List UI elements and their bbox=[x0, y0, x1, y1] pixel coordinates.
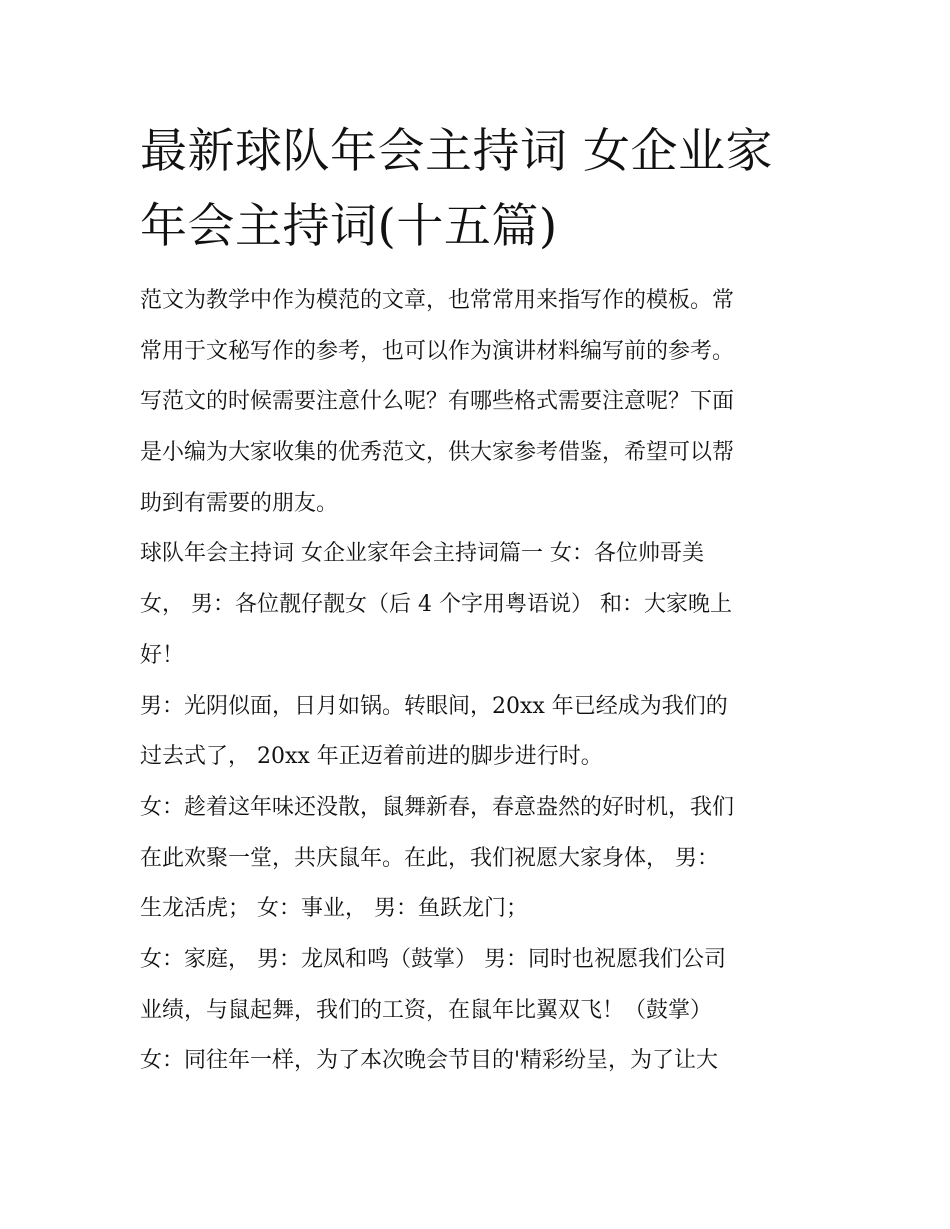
body-line: 在此欢聚一堂，共庆鼠年。在此，我们祝愿大家身体， 男： bbox=[140, 845, 719, 871]
body-line: 女， 男：各位靓仔靓女（后 4 个字用粤语说） 和：大家晚上 bbox=[140, 592, 732, 618]
body-line: 男：光阴似面，日月如锅。转眼间，20xx 年已经成为我们的 bbox=[140, 693, 728, 719]
body-line: 生龙活虎； 女：事业， 男：鱼跃龙门； bbox=[140, 896, 528, 922]
body-line: 写范文的时候需要注意什么呢？有哪些格式需要注意呢？下面 bbox=[140, 389, 735, 415]
body-line: 好！ bbox=[140, 642, 185, 668]
body-line: 女：家庭， 男：龙凤和鸣（鼓掌） 男：同时也祝愿我们公司 bbox=[140, 946, 726, 972]
title-line: 年会主持词(十五篇) bbox=[140, 199, 558, 254]
body-line: 助到有需要的朋友。 bbox=[140, 490, 339, 516]
body-line: 女：趁着这年味还没散，鼠舞新春，春意盎然的好时机，我们 bbox=[140, 794, 735, 820]
document-body bbox=[140, 276, 840, 1087]
body-line: 是小编为大家收集的优秀范文，供大家参考借鉴，希望可以帮 bbox=[140, 440, 735, 466]
body-line: 业绩，与鼠起舞，我们的工资，在鼠年比翼双飞！（鼓掌） bbox=[140, 997, 713, 1023]
body-line: 女：同往年一样，为了本次晚会节目的'精彩纷呈，为了让大 bbox=[140, 1048, 719, 1074]
document-title bbox=[140, 114, 840, 264]
title-line: 最新球队年会主持词 女企业家 bbox=[140, 124, 773, 179]
body-line: 范文为教学中作为模范的文章，也常常用来指写作的模板。常 bbox=[140, 288, 735, 313]
body-line: 过去式了， 20xx 年正迈着前进的脚步进行时。 bbox=[140, 744, 603, 770]
body-line: 常用于文秘写作的参考，也可以作为演讲材料编写前的参考。 bbox=[140, 338, 735, 364]
body-line: 球队年会主持词 女企业家年会主持词篇一 女：各位帅哥美 bbox=[140, 541, 704, 567]
